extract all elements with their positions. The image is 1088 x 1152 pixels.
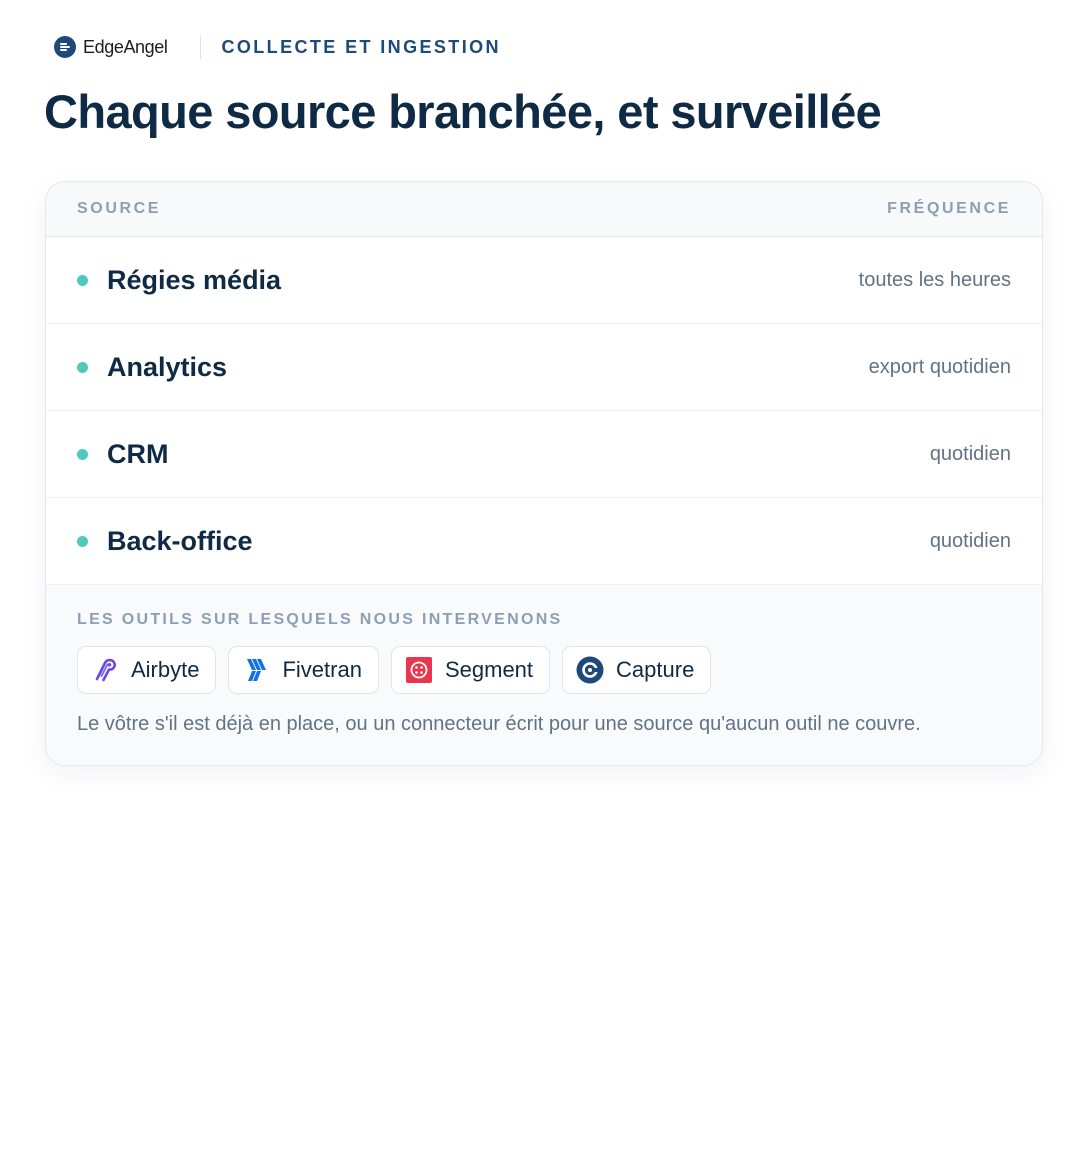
tool-chip-capture[interactable] <box>562 646 711 694</box>
source-name: Back-office <box>107 525 253 556</box>
tools-note: Le vôtre s'il est déjà en place, ou un connecteur écrit pour une source qu'aucun outil ne couvre. <box>77 713 921 735</box>
table-row <box>46 237 1042 324</box>
airbyte-icon <box>91 656 119 684</box>
source-frequency: export quotidien <box>868 355 1011 378</box>
header <box>54 34 501 60</box>
tool-name: Capture <box>616 657 695 682</box>
status-dot <box>77 449 88 460</box>
tool-chip-fivetran[interactable] <box>228 646 378 694</box>
tool-chip-segment[interactable] <box>391 646 550 694</box>
table-header <box>46 182 1042 237</box>
segment-icon <box>405 656 433 684</box>
table-row <box>46 498 1042 585</box>
status-dot <box>77 362 88 373</box>
source-frequency: quotidien <box>929 442 1011 465</box>
edgeangel-logo-icon <box>54 36 76 58</box>
status-dot <box>77 536 88 547</box>
status-dot <box>77 275 88 286</box>
fivetran-icon <box>242 656 270 684</box>
source-frequency: quotidien <box>929 529 1011 552</box>
source-name: Régies média <box>107 264 282 295</box>
tool-chip-airbyte[interactable] <box>77 646 216 694</box>
column-header-source: SOURCE <box>77 200 162 217</box>
table-row <box>46 411 1042 498</box>
tool-chips <box>77 646 1011 694</box>
page-title: Chaque source branchée, et surveillée <box>44 85 882 138</box>
tool-name: Fivetran <box>282 657 362 682</box>
tool-name: Airbyte <box>131 657 200 682</box>
tools-section <box>46 585 1042 766</box>
source-frequency: toutes les heures <box>858 268 1011 291</box>
column-header-frequency: FRÉQUENCE <box>887 200 1011 217</box>
capture-icon <box>576 656 604 684</box>
tools-label: LES OUTILS SUR LESQUELS NOUS INTERVENONS <box>77 611 563 628</box>
header-divider <box>200 35 201 59</box>
source-name: CRM <box>107 438 169 469</box>
brand-name: EdgeAngel <box>83 36 168 57</box>
section-eyebrow: COLLECTE ET INGESTION <box>221 36 501 57</box>
source-name: Analytics <box>107 351 228 382</box>
brand-logo[interactable] <box>54 36 167 58</box>
tool-name: Segment <box>444 657 534 682</box>
table-row <box>46 324 1042 411</box>
sources-card <box>45 181 1043 766</box>
